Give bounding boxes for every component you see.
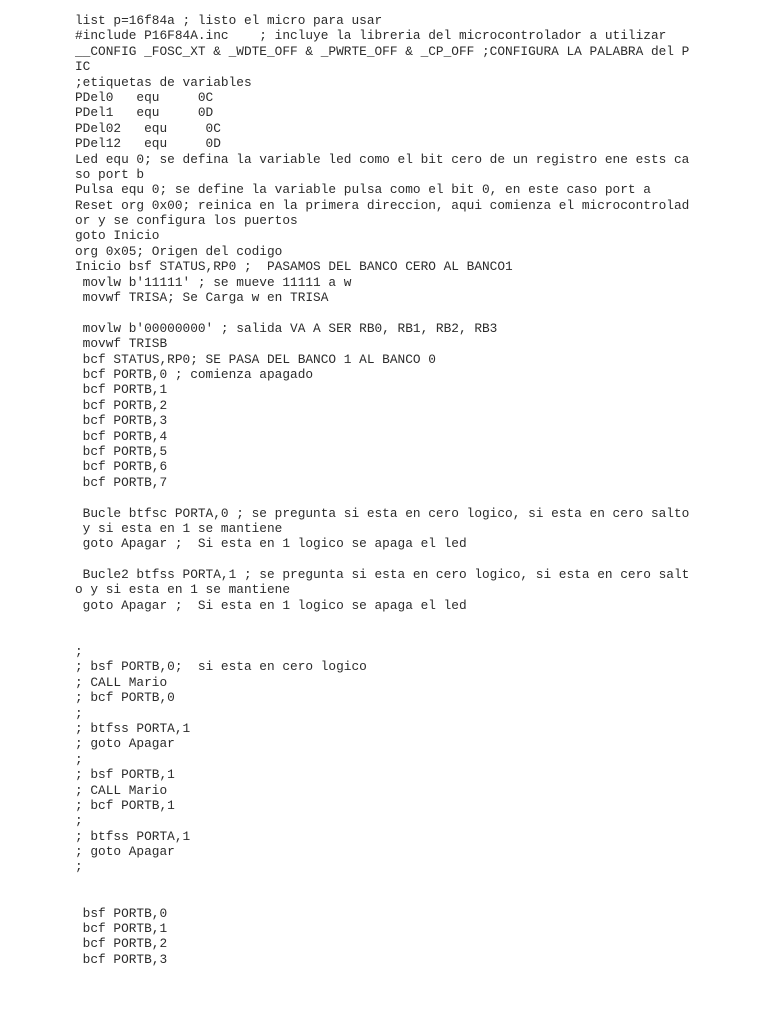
- code-line: IC: [75, 59, 91, 75]
- code-line: ;: [75, 859, 83, 875]
- code-line: ; bcf PORTB,0: [75, 690, 175, 706]
- code-line: [75, 490, 755, 505]
- code-line: bcf PORTB,2: [75, 397, 168, 413]
- code-line: ; btfss PORTA,1: [75, 720, 191, 736]
- code-line: ;: [75, 705, 83, 721]
- code-line: bsf PORTB,0: [75, 905, 168, 921]
- code-line: ; goto Apagar: [75, 736, 175, 752]
- code-line: bcf PORTB,1: [75, 382, 168, 398]
- code-line: bcf PORTB,0 ; comienza apagado: [75, 366, 314, 382]
- code-line: so port b: [75, 166, 145, 182]
- code-line: [75, 613, 755, 628]
- code-line: list p=16f84a ; listo el micro para usar: [75, 13, 383, 28]
- code-line: ; btfss PORTA,1: [75, 828, 191, 844]
- code-line: PDel1 equ 0D: [75, 105, 214, 121]
- code-line: org 0x05; Origen del codigo: [75, 243, 283, 259]
- code-line: ; bsf PORTB,0; si esta en cero logico: [75, 659, 367, 675]
- code-line: ; CALL Mario: [75, 674, 168, 690]
- code-line: bcf PORTB,5: [75, 443, 168, 459]
- code-line: bcf PORTB,2: [75, 936, 168, 952]
- code-line: ; bsf PORTB,1: [75, 767, 175, 783]
- code-line: Bucle btfsc PORTA,0 ; se pregunta si esta en cero logico, si esta en cero salto: [75, 505, 690, 521]
- code-line: or y se configura los puertos: [75, 213, 298, 229]
- code-line: PDel0 equ 0C: [75, 89, 214, 105]
- code-line: movlw b'00000000' ; salida VA A SER RB0, RB1, RB2, RB3: [75, 320, 498, 336]
- code-line: goto Apagar ; Si esta en 1 logico se apaga el led: [75, 597, 467, 613]
- code-line: [75, 552, 755, 567]
- code-line: ;: [75, 751, 83, 767]
- code-line: __CONFIG _FOSC_XT & _WDTE_OFF & _PWRTE_OFF & _CP_OFF ;CONFIGURA LA PALABRA del P: [75, 43, 690, 59]
- code-line: bcf PORTB,3: [75, 951, 168, 967]
- code-line: o y si esta en 1 se mantiene: [75, 582, 291, 598]
- code-line: [75, 305, 755, 320]
- code-line: ; CALL Mario: [75, 782, 168, 798]
- assembly-source-code: [75, 13, 755, 967]
- code-line: bcf PORTB,4: [75, 428, 168, 444]
- code-line: bcf PORTB,7: [75, 474, 168, 490]
- code-line: [75, 629, 755, 644]
- code-line: Bucle2 btfss PORTA,1 ; se pregunta si esta en cero logico, si esta en cero salt: [75, 567, 690, 583]
- code-line: #include P16F84A.inc ; incluye la libreria del microcontrolador a utilizar: [75, 28, 667, 44]
- code-line: ;: [75, 644, 83, 660]
- code-line: PDel12 equ 0D: [75, 136, 221, 152]
- code-line: ; bcf PORTB,1: [75, 797, 175, 813]
- code-line: ;: [75, 813, 83, 829]
- code-line: bcf PORTB,6: [75, 459, 168, 475]
- code-line: movwf TRISA; Se Carga w en TRISA: [75, 290, 329, 306]
- code-line: Inicio bsf STATUS,RP0 ; PASAMOS DEL BANCO CERO AL BANCO1: [75, 259, 513, 275]
- code-line: Reset org 0x00; reinica en la primera direccion, aqui comienza el microcontrolad: [75, 197, 690, 213]
- code-line: movwf TRISB: [75, 336, 168, 352]
- code-line: ; goto Apagar: [75, 844, 175, 860]
- code-line: [75, 875, 755, 890]
- code-line: movlw b'11111' ; se mueve 11111 a w: [75, 274, 352, 290]
- code-line: Pulsa equ 0; se define la variable pulsa como el bit 0, en este caso port a: [75, 182, 651, 198]
- code-line: [75, 890, 755, 905]
- code-line: goto Inicio: [75, 228, 160, 244]
- code-line: bcf PORTB,1: [75, 921, 168, 937]
- code-line: ;etiquetas de variables: [75, 74, 252, 90]
- code-line: goto Apagar ; Si esta en 1 logico se apaga el led: [75, 536, 467, 552]
- code-line: bcf PORTB,3: [75, 413, 168, 429]
- code-line: y si esta en 1 se mantiene: [75, 520, 283, 536]
- code-line: PDel02 equ 0C: [75, 120, 221, 136]
- code-line: Led equ 0; se defina la variable led como el bit cero de un registro ene ests ca: [75, 151, 690, 167]
- code-line: bcf STATUS,RP0; SE PASA DEL BANCO 1 AL BANCO 0: [75, 351, 436, 367]
